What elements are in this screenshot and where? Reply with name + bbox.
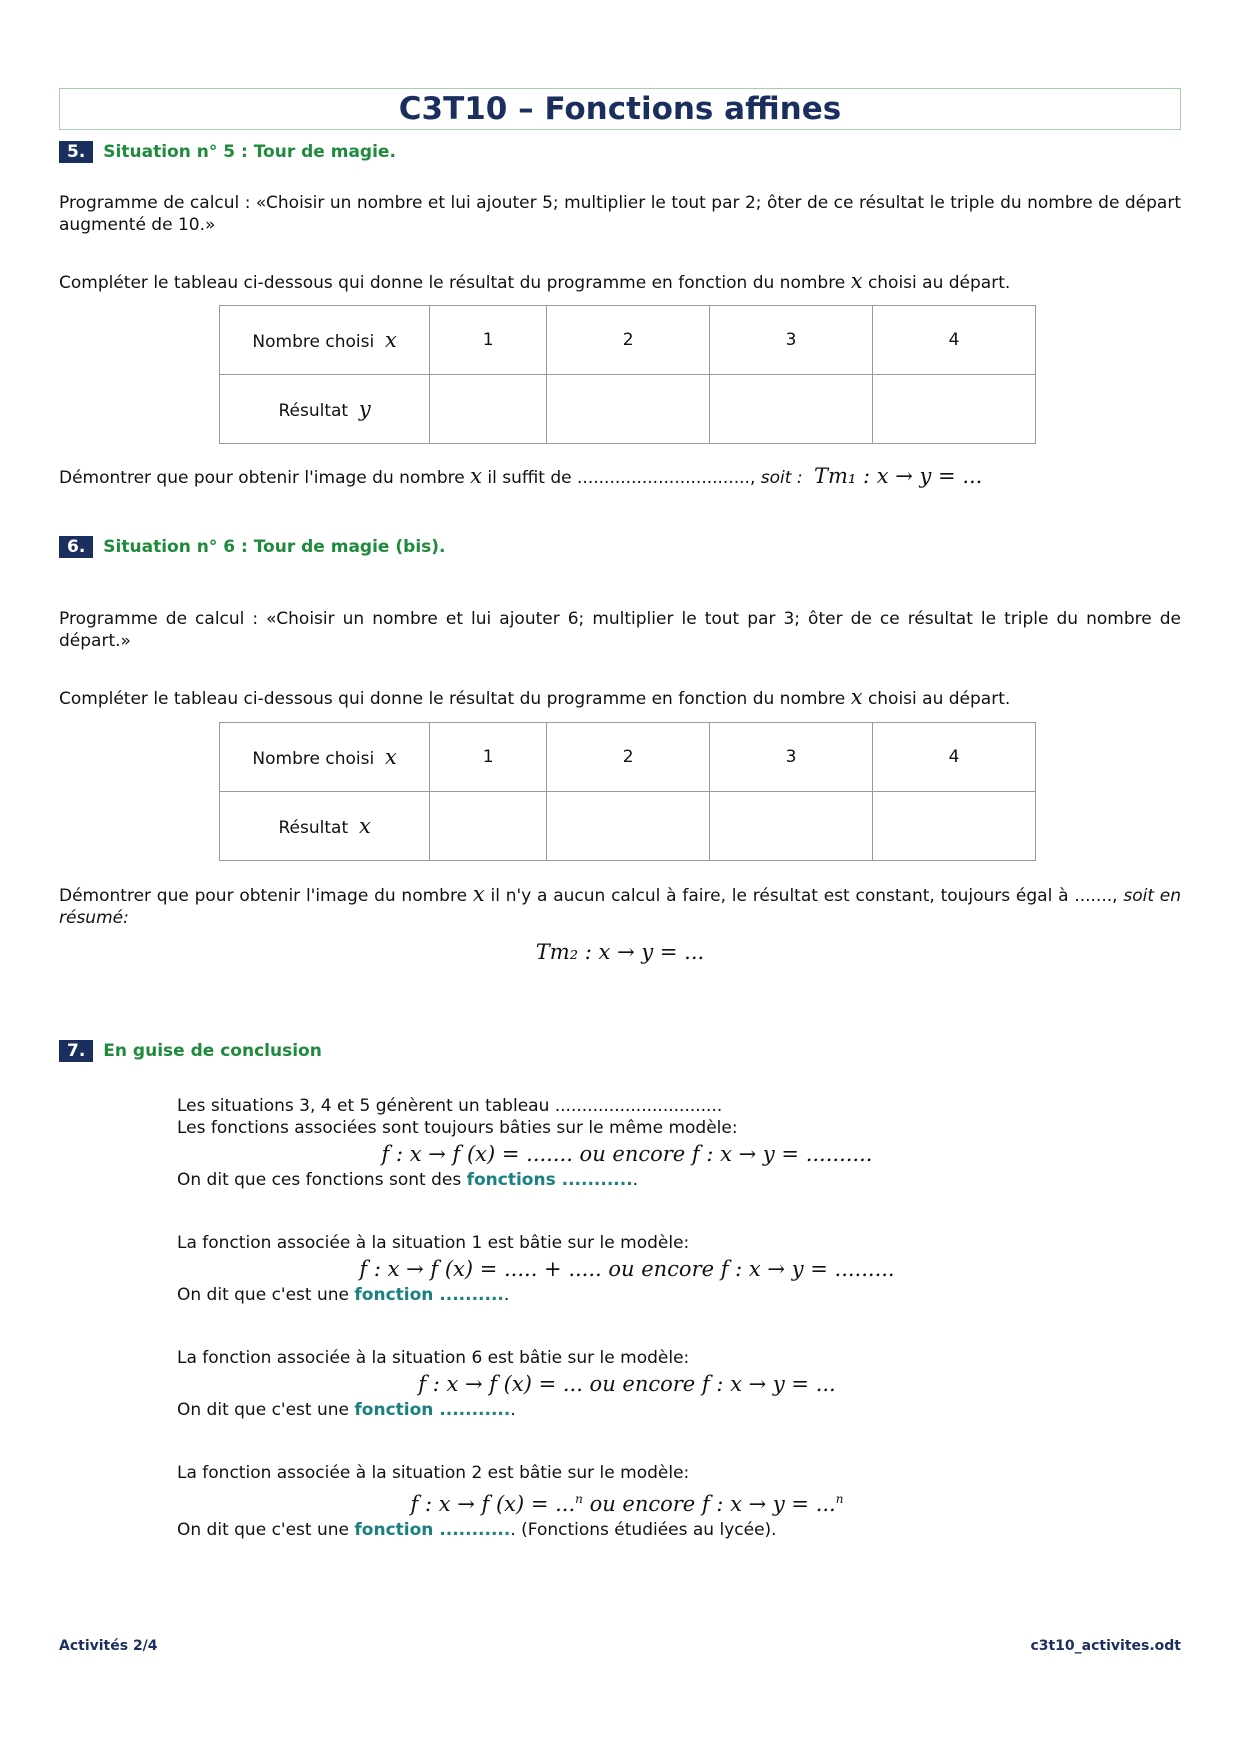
table-cell: 3 [710, 306, 873, 375]
table-cell-empty[interactable] [430, 792, 547, 861]
table-row-header: Résultat y [220, 375, 430, 444]
table-cell-empty[interactable] [710, 792, 873, 861]
table-row-header: Résultat x [220, 792, 430, 861]
formula: f : x → f (x) = ... ou encore f : x → y = ... [418, 1372, 836, 1396]
table-cell: 4 [873, 306, 1036, 375]
table-cell-empty[interactable] [547, 375, 710, 444]
conclusion-block-2: La fonction associée à la situation 1 est bâtie sur le modèle: f : x → f (x) = ..... + ..... ou encore f : x → y = ......... On dit que c'est une fonction ........... [177, 1232, 1077, 1306]
section-5-table [219, 305, 1036, 444]
section-number: 6. [59, 536, 93, 558]
variable-x: x [850, 269, 863, 293]
table-cell: 4 [873, 723, 1036, 792]
table-row-header: Nombre choisi x [220, 306, 430, 375]
table-cell-empty[interactable] [873, 375, 1036, 444]
formula: f : x → f (x) = ...$^n$ ou encore f : x → y = ...$^n$ [410, 1492, 844, 1516]
table-row-header: Nombre choisi x [220, 723, 430, 792]
section-6-demo: Démontrer que pour obtenir l'image du nombre x il n'y a aucun calcul à faire, le résultat est constant, toujours égal à ......., soit en résumé: [59, 882, 1182, 928]
table-cell-empty[interactable] [710, 375, 873, 444]
conclusion-block-4: La fonction associée à la situation 2 est bâtie sur le modèle: f : x → f (x) = ...$^n$ ou encore f : x → y = ...$^n$ On dit que c'est une fonction ............ (Fonctions étudiées au lycée). [177, 1462, 1077, 1541]
section-5-program: Programme de calcul : «Choisir un nombre et lui ajouter 5; multiplier le tout par 2; ôter de ce résultat le triple du nombre de départ augmenté de 10.» [59, 193, 1181, 235]
section-number: 7. [59, 1040, 93, 1062]
section-6-program: Programme de calcul : «Choisir un nombre et lui ajouter 6; multiplier le tout par 3; ôter de ce résultat le triple du nombre de départ.» [59, 609, 1181, 651]
table-cell: 3 [710, 723, 873, 792]
conclusion-block-1: Les situations 3, 4 et 5 génèrent un tableau ............................... Les fonctions associées sont toujours bâties sur le même modèle: f : x → f (x) = ....... ou encore f : x → y = .......... On dit que ces fonctions sont des fonctions ............ [177, 1095, 1077, 1191]
table-cell-empty[interactable] [873, 792, 1036, 861]
table-cell: 1 [430, 306, 547, 375]
section-title: Situation n° 5 : Tour de magie. [103, 142, 396, 162]
table-cell: 2 [547, 306, 710, 375]
formula: Tm₂ : x → y = ... [535, 940, 705, 964]
table-cell-empty[interactable] [430, 375, 547, 444]
section-6-instruction: Compléter le tableau ci-dessous qui donne le résultat du programme en fonction du nombre x choisi au départ. [59, 685, 1011, 709]
table-cell: 1 [430, 723, 547, 792]
table-cell-empty[interactable] [547, 792, 710, 861]
footer-page-label: Activités 2/4 [59, 1638, 158, 1654]
section-number: 5. [59, 141, 93, 163]
conclusion-block-3: La fonction associée à la situation 6 est bâtie sur le modèle: f : x → f (x) = ... ou encore f : x → y = ... On dit que c'est une fonction ............ [177, 1347, 1077, 1421]
formula: f : x → f (x) = ..... + ..... ou encore f : x → y = ......... [359, 1257, 895, 1281]
formula: Tm₁ : x → y = ... [813, 464, 983, 488]
table-cell: 2 [547, 723, 710, 792]
footer-filename: c3t10_activites.odt [1030, 1638, 1181, 1654]
section-title: En guise de conclusion [103, 1041, 322, 1061]
section-5-heading [59, 141, 396, 163]
section-7-heading [59, 1040, 322, 1062]
section-6-table [219, 722, 1036, 861]
section-5-demo: Démontrer que pour obtenir l'image du nombre x il suffit de ................................, soit : Tm₁ : x → y = ... [59, 464, 983, 488]
formula: f : x → f (x) = ....... ou encore f : x → y = .......... [381, 1142, 873, 1166]
section-title: Situation n° 6 : Tour de magie (bis). [103, 537, 446, 557]
page-title: C3T10 – Fonctions affines [59, 88, 1181, 130]
section-5-instruction: Compléter le tableau ci-dessous qui donne le résultat du programme en fonction du nombre x choisi au départ. [59, 269, 1011, 293]
section-6-heading [59, 536, 446, 558]
